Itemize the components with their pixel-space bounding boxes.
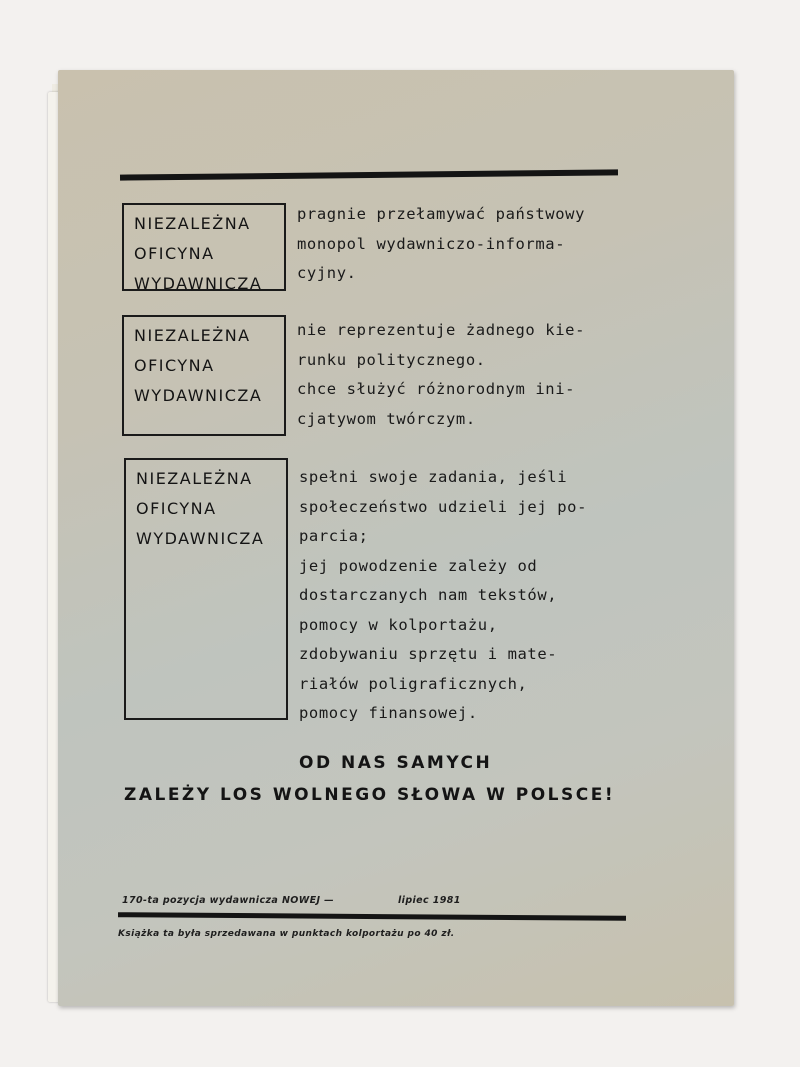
box-label-line2: OFICYNA — [134, 244, 215, 263]
section3-line: pomocy finansowej. — [299, 704, 478, 722]
section2-line: nie reprezentuje żadnego kie- — [297, 321, 586, 339]
box-label-line3: WYDAWNICZA — [134, 274, 263, 293]
section3-line: pomocy w kolportażu, — [299, 615, 498, 634]
section1-line: pragnie przełamywać państwowy — [297, 205, 586, 223]
section3-line: społeczeństwo udzieli jej po- — [299, 497, 588, 516]
box-label-line3: WYDAWNICZA — [136, 529, 265, 548]
section3-text — [299, 463, 587, 729]
section3-line: riałów poligraficznych, — [299, 674, 528, 693]
section3-line: dostarczanych nam tekstów, — [299, 586, 558, 604]
section2-line: runku politycznego. — [297, 350, 486, 369]
section1-text — [297, 200, 585, 289]
box-label-line1: NIEZALEŻNA — [134, 214, 251, 233]
section3-line: zdobywaniu sprzętu i mate- — [299, 645, 558, 663]
box-label-line1: NIEZALEŻNA — [136, 469, 253, 488]
section3-line: jej powodzenie zależy od — [299, 556, 538, 575]
publisher-box-2 — [122, 315, 286, 436]
footer-edition: 170-ta pozycja wydawnicza NOWEJ — — [122, 895, 335, 906]
box-label-line3: WYDAWNICZA — [134, 386, 263, 405]
section2-text — [297, 316, 585, 434]
section1-line: monopol wydawniczo-informa- — [297, 234, 566, 253]
slogan-line2: ZALEŻY LOS WOLNEGO SŁOWA W POLSCE! — [124, 785, 616, 805]
section2-line: chce służyć różnorodnym ini- — [297, 380, 576, 398]
box-label-line2: OFICYNA — [136, 499, 217, 518]
footer-price-note: Książka ta była sprzedawana w punktach kolportażu po 40 zł. — [118, 929, 455, 939]
box-label-line2: OFICYNA — [134, 356, 215, 375]
section2-line: cjatywom twórczym. — [297, 409, 476, 428]
section3-line: spełni swoje zadania, jeśli — [299, 468, 568, 486]
publisher-box-1 — [122, 203, 286, 291]
footer-date: lipiec 1981 — [398, 895, 461, 906]
section3-line: parcia; — [299, 527, 369, 545]
publisher-box-3 — [124, 458, 288, 720]
box-label-line1: NIEZALEŻNA — [134, 326, 251, 345]
section1-line: cyjny. — [297, 264, 357, 282]
slogan-line1: OD NAS SAMYCH — [299, 753, 493, 773]
